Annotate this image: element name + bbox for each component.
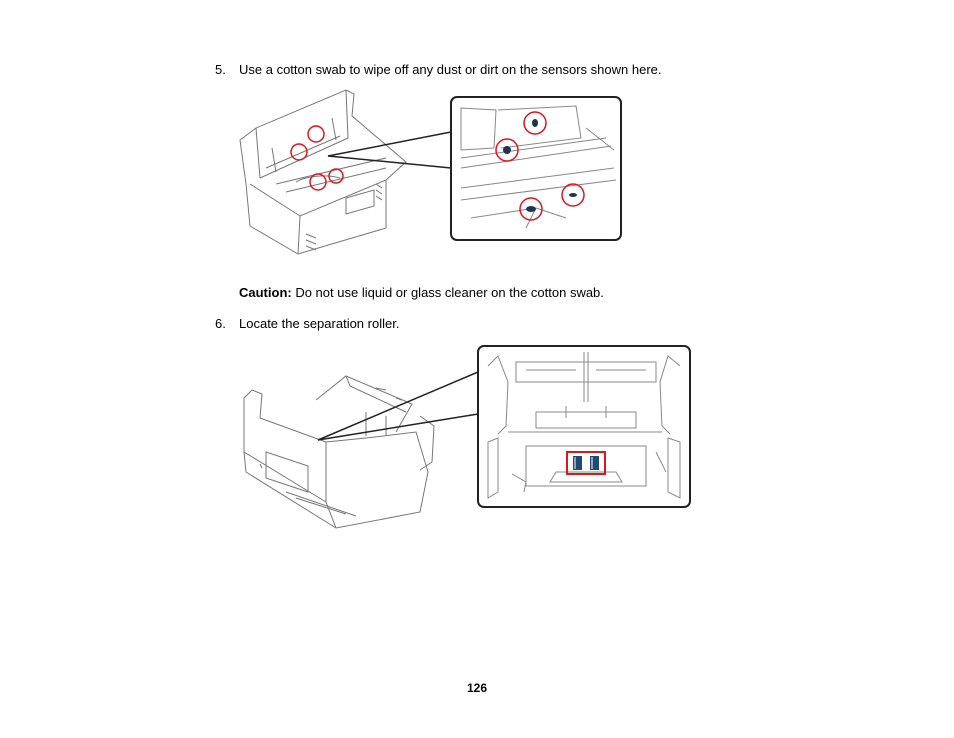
- caution-text: Do not use liquid or glass cleaner on the cotton swab.: [291, 285, 604, 300]
- page-number: 126: [466, 681, 488, 695]
- caution-label: Caution:: [239, 285, 292, 300]
- sensor-cleaning-illustration: [236, 88, 626, 258]
- separation-roller-illustration: [236, 342, 696, 547]
- step-number: 5.: [215, 62, 226, 77]
- step-text: Locate the separation roller.: [239, 316, 400, 331]
- caution-note: [239, 285, 604, 300]
- step-text: Use a cotton swab to wipe off any dust or dirt on the sensors shown here.: [239, 62, 662, 77]
- step-number: 6.: [215, 316, 226, 331]
